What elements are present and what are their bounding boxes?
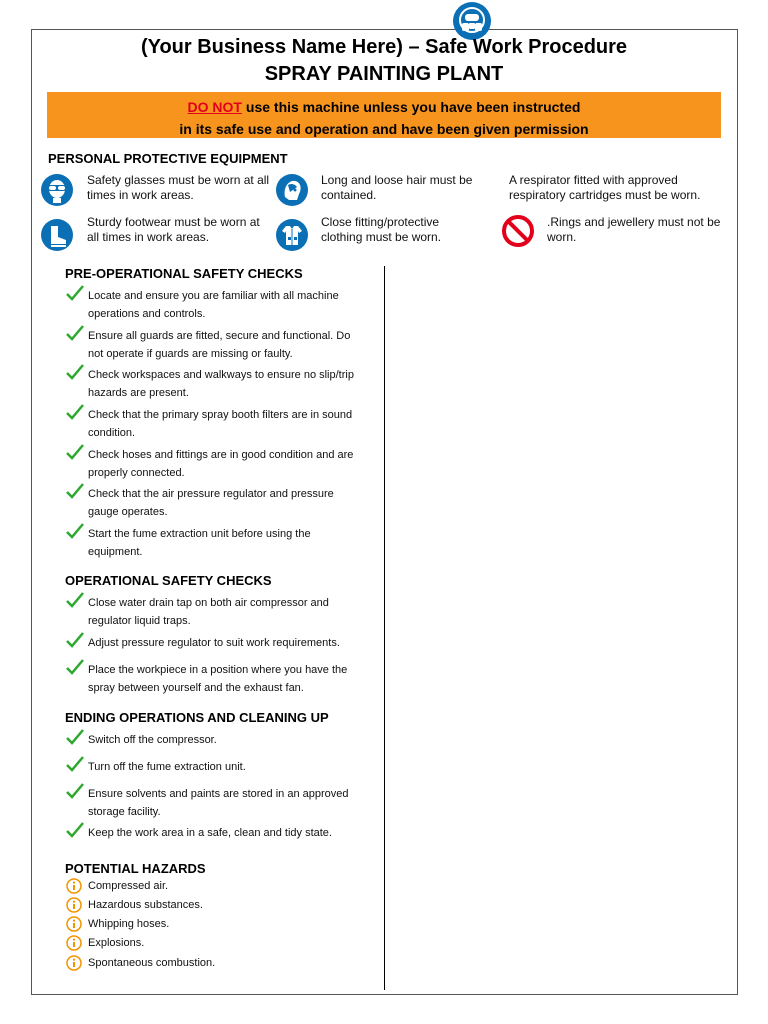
checkmark-icon xyxy=(65,403,85,421)
info-icon xyxy=(66,897,82,913)
checkmark-icon xyxy=(65,658,85,676)
ppe-text-respirator: A respirator fitted with approved respiratory cartridges must be worn. xyxy=(509,173,701,202)
pre-op-item-text: Ensure all guards are fitted, secure and functional. Do not operate if guards are missing or faulty. xyxy=(88,330,351,360)
operational-heading: OPERATIONAL SAFETY CHECKS xyxy=(65,573,272,588)
hazard-text: Compressed air. xyxy=(88,880,169,892)
ending-item-text: Turn off the fume extraction unit. xyxy=(88,761,246,773)
ending-item-text: Keep the work area in a safe, clean and tidy state. xyxy=(88,827,332,839)
do-not-text: DO NOT xyxy=(187,99,242,115)
pre-op-item-text: Check workspaces and walkways to ensure no slip/trip hazards are present. xyxy=(88,369,354,399)
hair-restraint-icon xyxy=(275,173,309,207)
checkmark-icon xyxy=(65,591,85,609)
ppe-text-footwear: Sturdy footwear must be worn at all times in work areas. xyxy=(87,215,260,244)
safety-boots-icon xyxy=(40,218,74,252)
pre-operational-heading: PRE-OPERATIONAL SAFETY CHECKS xyxy=(65,266,303,281)
checkmark-icon xyxy=(65,443,85,461)
warning-banner xyxy=(47,92,721,138)
ppe-text-hair: Long and loose hair must be contained. xyxy=(321,173,473,202)
protective-clothing-icon xyxy=(275,218,309,252)
page-title: (Your Business Name Here) – Safe Work Procedure xyxy=(140,36,628,58)
hazard-text: Hazardous substances. xyxy=(88,899,203,911)
pre-op-item-text: Check that the air pressure regulator and pressure gauge operates. xyxy=(88,488,334,518)
checkmark-icon xyxy=(65,522,85,540)
no-jewellery-icon xyxy=(501,214,535,248)
hazard-text: Explosions. xyxy=(88,937,145,949)
ppe-heading: PERSONAL PROTECTIVE EQUIPMENT xyxy=(48,151,288,166)
checkmark-icon xyxy=(65,728,85,746)
checkmark-icon xyxy=(65,284,85,302)
checkmark-icon xyxy=(65,324,85,342)
ppe-text-jewellery: .Rings and jewellery must not be worn. xyxy=(547,215,721,244)
ending-item-text: Switch off the compressor. xyxy=(88,734,217,746)
ppe-text-clothing: Close fitting/protective clothing must be worn. xyxy=(321,215,442,244)
pre-op-item-text: Check hoses and fittings are in good condition and are properly connected. xyxy=(88,449,354,479)
checkmark-icon xyxy=(65,363,85,381)
info-icon xyxy=(66,878,82,894)
info-icon xyxy=(66,935,82,951)
hazards-heading: POTENTIAL HAZARDS xyxy=(65,861,206,876)
checkmark-icon xyxy=(65,755,85,773)
hazard-text: Spontaneous combustion. xyxy=(88,957,216,969)
warning-line-2: in its safe use and operation and have been given permission xyxy=(179,121,589,137)
pre-op-item-text: Start the fume extraction unit before using the equipment. xyxy=(88,528,311,558)
safety-glasses-icon xyxy=(40,173,74,207)
info-icon xyxy=(66,916,82,932)
column-divider xyxy=(384,266,385,990)
checkmark-icon xyxy=(65,631,85,649)
checkmark-icon xyxy=(65,821,85,839)
checkmark-icon xyxy=(65,782,85,800)
op-item-text: Place the workpiece in a position where you have the spray between yourself and the exhaust fan. xyxy=(88,664,348,694)
respirator-icon xyxy=(452,1,492,41)
ending-item-text: Ensure solvents and paints are stored in an approved storage facility. xyxy=(88,788,349,818)
pre-op-item-text: Locate and ensure you are familiar with all machine operations and controls. xyxy=(88,290,339,320)
ending-heading: ENDING OPERATIONS AND CLEANING UP xyxy=(65,710,329,725)
op-item-text: Close water drain tap on both air compressor and regulator liquid traps. xyxy=(88,597,329,627)
ppe-text-safety-glasses: Safety glasses must be worn at all times in work areas. xyxy=(87,173,270,202)
hazard-text: Whipping hoses. xyxy=(88,918,170,930)
op-item-text: Adjust pressure regulator to suit work requirements. xyxy=(88,637,340,649)
warning-line-1: use this machine unless you have been instructed xyxy=(242,99,581,115)
info-icon xyxy=(66,955,82,971)
pre-op-item-text: Check that the primary spray booth filters are in sound condition. xyxy=(88,409,353,439)
page-subtitle: SPRAY PAINTING PLANT xyxy=(264,63,504,85)
checkmark-icon xyxy=(65,482,85,500)
